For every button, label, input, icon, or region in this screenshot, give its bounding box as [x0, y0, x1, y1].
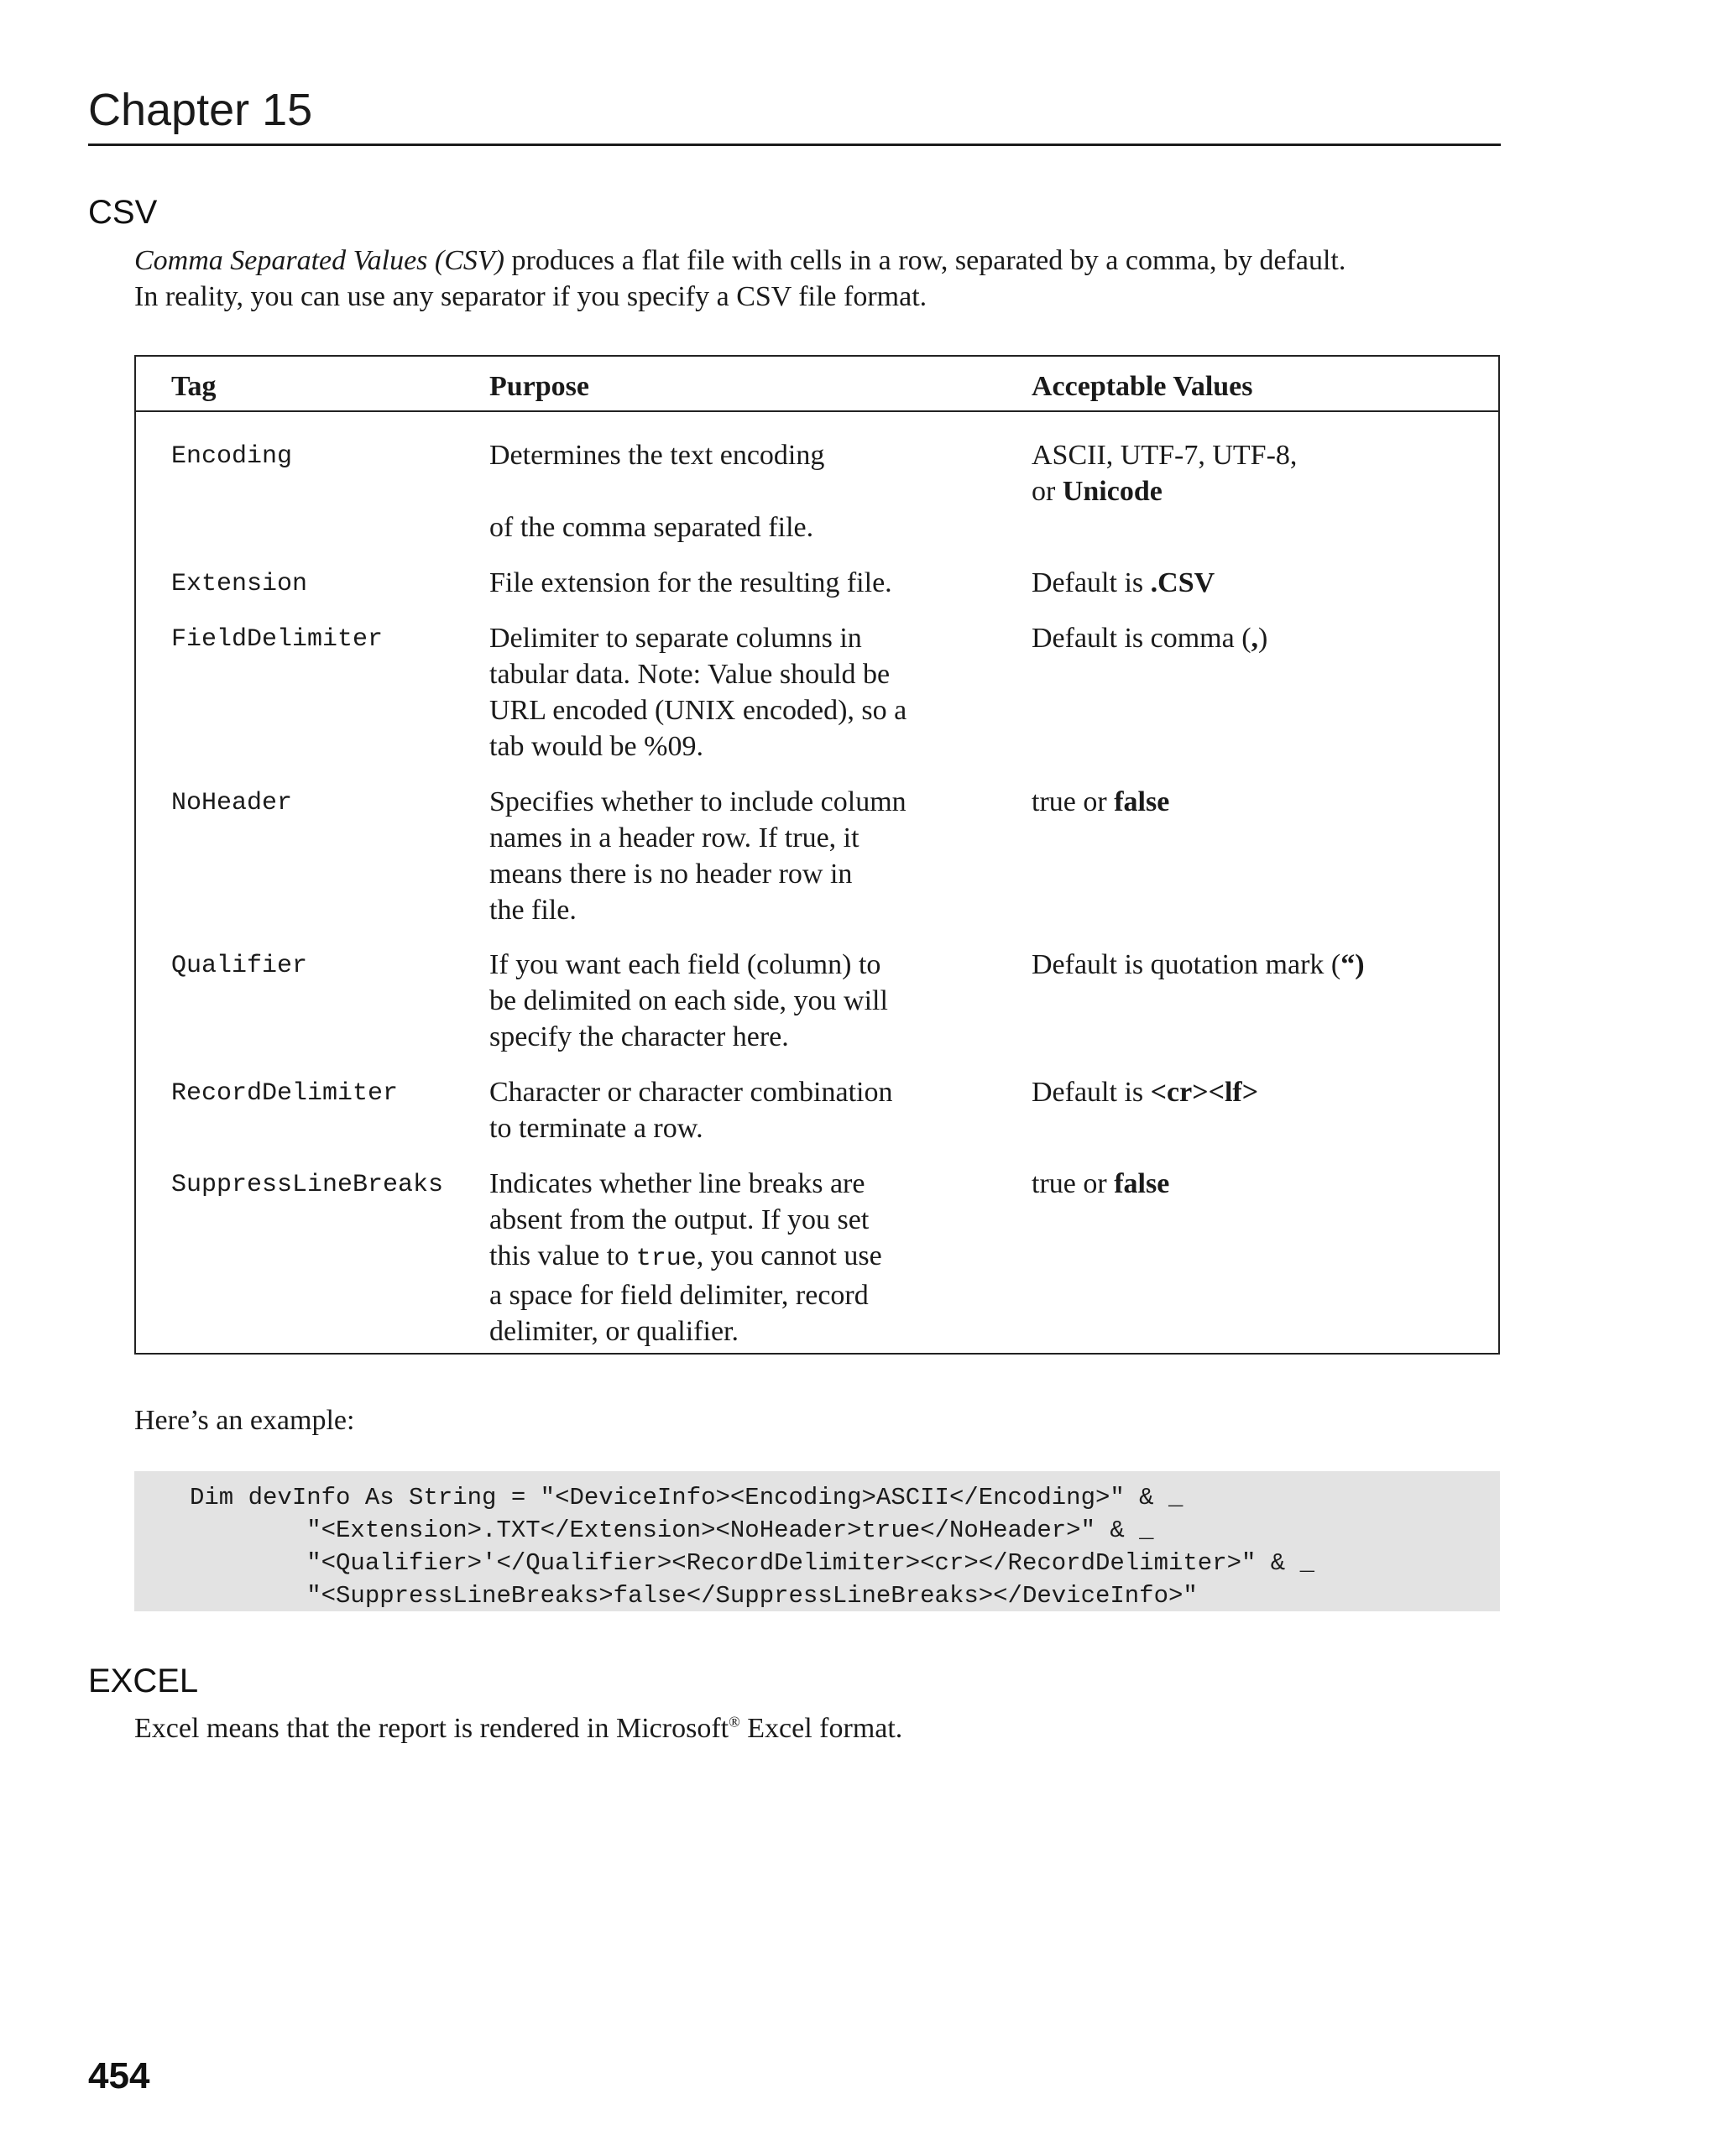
table-row-purpose-suppresslinebreaks [489, 1166, 993, 1349]
purpose-line: File extension for the resulting file. [489, 567, 892, 598]
values-bold: false [1114, 1168, 1170, 1199]
table-row-purpose-encoding [489, 437, 993, 546]
section-heading-csv: CSV [88, 194, 158, 231]
header-rule [88, 144, 1501, 146]
csv-intro-line-1 [134, 243, 1502, 279]
table-header-purpose: Purpose [489, 371, 589, 402]
table-row-tag-suppresslinebreaks: SuppressLineBreaks [171, 1171, 444, 1199]
purpose-text: , you cannot use [696, 1240, 882, 1271]
inline-code: true [635, 1245, 697, 1273]
table-row-values-noheader [1032, 784, 1485, 820]
purpose-line: of the comma separated file. [489, 512, 814, 543]
purpose-line: names in a header row. If true, it [489, 822, 860, 854]
csv-intro-paragraph [134, 243, 1502, 315]
values-line: ASCII, UTF-7, UTF-8, [1032, 440, 1298, 471]
table-row-tag-qualifier: Qualifier [171, 952, 308, 980]
values-bold: “) [1340, 949, 1365, 980]
code-line: "<SuppressLineBreaks>false</SuppressLineBreaks></DeviceInfo>" [190, 1582, 1198, 1610]
table-row-tag-noheader: NoHeader [171, 789, 293, 817]
purpose-line: to terminate a row. [489, 1113, 703, 1144]
table-row-tag-recorddelimiter: RecordDelimiter [171, 1079, 399, 1108]
excel-text: Excel format. [739, 1713, 903, 1744]
purpose-line: Delimiter to separate columns in [489, 623, 862, 654]
table-header-tag: Tag [171, 371, 217, 402]
purpose-line: tabular data. Note: Value should be [489, 659, 891, 690]
values-bold: Unicode [1062, 476, 1163, 507]
table-row-purpose-recorddelimiter [489, 1074, 993, 1146]
purpose-line [489, 1238, 993, 1277]
values-bold: , [1251, 623, 1259, 654]
page-number: 454 [88, 2055, 150, 2096]
table-row-tag-fielddelimiter: FieldDelimiter [171, 625, 384, 654]
purpose-line: the file. [489, 895, 577, 926]
values-bold: .CSV [1150, 567, 1215, 598]
values-plain: true or [1032, 786, 1115, 817]
table-row-purpose-noheader [489, 784, 993, 928]
values-plain: Default is comma ( [1032, 623, 1251, 654]
purpose-line: tab would be %09. [489, 731, 703, 762]
running-head: Chapter 15 [88, 85, 313, 135]
values-plain: Default is [1032, 1077, 1151, 1108]
excel-paragraph [134, 1710, 1502, 1746]
purpose-line: Determines the text encoding [489, 440, 825, 471]
table-row-purpose-extension [489, 565, 993, 601]
table-row-values-suppresslinebreaks [1032, 1166, 1485, 1202]
excel-text: Excel means that the report is rendered in Microsoft [134, 1713, 729, 1744]
table-row-values-recorddelimiter [1032, 1074, 1485, 1110]
purpose-line: means there is no header row in [489, 859, 853, 890]
values-plain: or [1032, 476, 1063, 507]
table-header-rule [136, 410, 1498, 412]
purpose-line: be delimited on each side, you will [489, 985, 888, 1016]
purpose-text: this value to [489, 1240, 636, 1271]
code-line: "<Qualifier>'</Qualifier><RecordDelimiter><cr></RecordDelimiter>" & _ [190, 1549, 1315, 1577]
values-plain: Default is quotation mark ( [1032, 949, 1341, 980]
registered-trademark-mark: ® [729, 1713, 740, 1731]
table-row-tag-encoding: Encoding [171, 442, 293, 471]
purpose-line: URL encoded (UNIX encoded), so a [489, 695, 907, 726]
section-heading-excel: EXCEL [88, 1663, 199, 1699]
csv-intro-italic-term: Comma Separated Values (CSV) [134, 245, 505, 276]
values-plain: true or [1032, 1168, 1115, 1199]
purpose-line: delimiter, or qualifier. [489, 1316, 739, 1347]
table-row-tag-extension: Extension [171, 570, 308, 598]
purpose-line: Indicates whether line breaks are [489, 1168, 865, 1199]
purpose-line: If you want each field (column) to [489, 949, 881, 980]
purpose-line: a space for field delimiter, record [489, 1280, 869, 1311]
code-example-block [134, 1471, 1500, 1611]
table-row-values-encoding [1032, 437, 1485, 509]
code-line: Dim devInfo As String = "<DeviceInfo><Encoding>ASCII</Encoding>" & _ [190, 1484, 1183, 1511]
table-row-values-fielddelimiter [1032, 620, 1485, 656]
purpose-line: Specifies whether to include column [489, 786, 907, 817]
csv-intro-line-2: In reality, you can use any separator if you specify a CSV file format. [134, 281, 927, 312]
table-row-purpose-fielddelimiter [489, 620, 993, 765]
purpose-line: specify the character here. [489, 1021, 789, 1052]
example-lead-in: Here’s an example: [134, 1405, 355, 1436]
code-line: "<Extension>.TXT</Extension><NoHeader>true</NoHeader>" & _ [190, 1517, 1154, 1544]
csv-device-info-table [134, 355, 1500, 1355]
purpose-line: Character or character combination [489, 1077, 893, 1108]
csv-intro-line-1-rest: produces a flat file with cells in a row, separated by a comma, by default. [504, 245, 1346, 276]
values-bold: false [1114, 786, 1170, 817]
values-bold: <cr><lf> [1150, 1077, 1259, 1108]
table-row-values-extension [1032, 565, 1485, 601]
table-header-acceptable-values: Acceptable Values [1032, 371, 1253, 402]
table-row-purpose-qualifier [489, 947, 993, 1055]
purpose-line: absent from the output. If you set [489, 1204, 870, 1235]
values-plain-end: ) [1258, 623, 1268, 654]
table-row-values-qualifier [1032, 947, 1485, 983]
values-line [1032, 473, 1485, 509]
values-plain: Default is [1032, 567, 1151, 598]
